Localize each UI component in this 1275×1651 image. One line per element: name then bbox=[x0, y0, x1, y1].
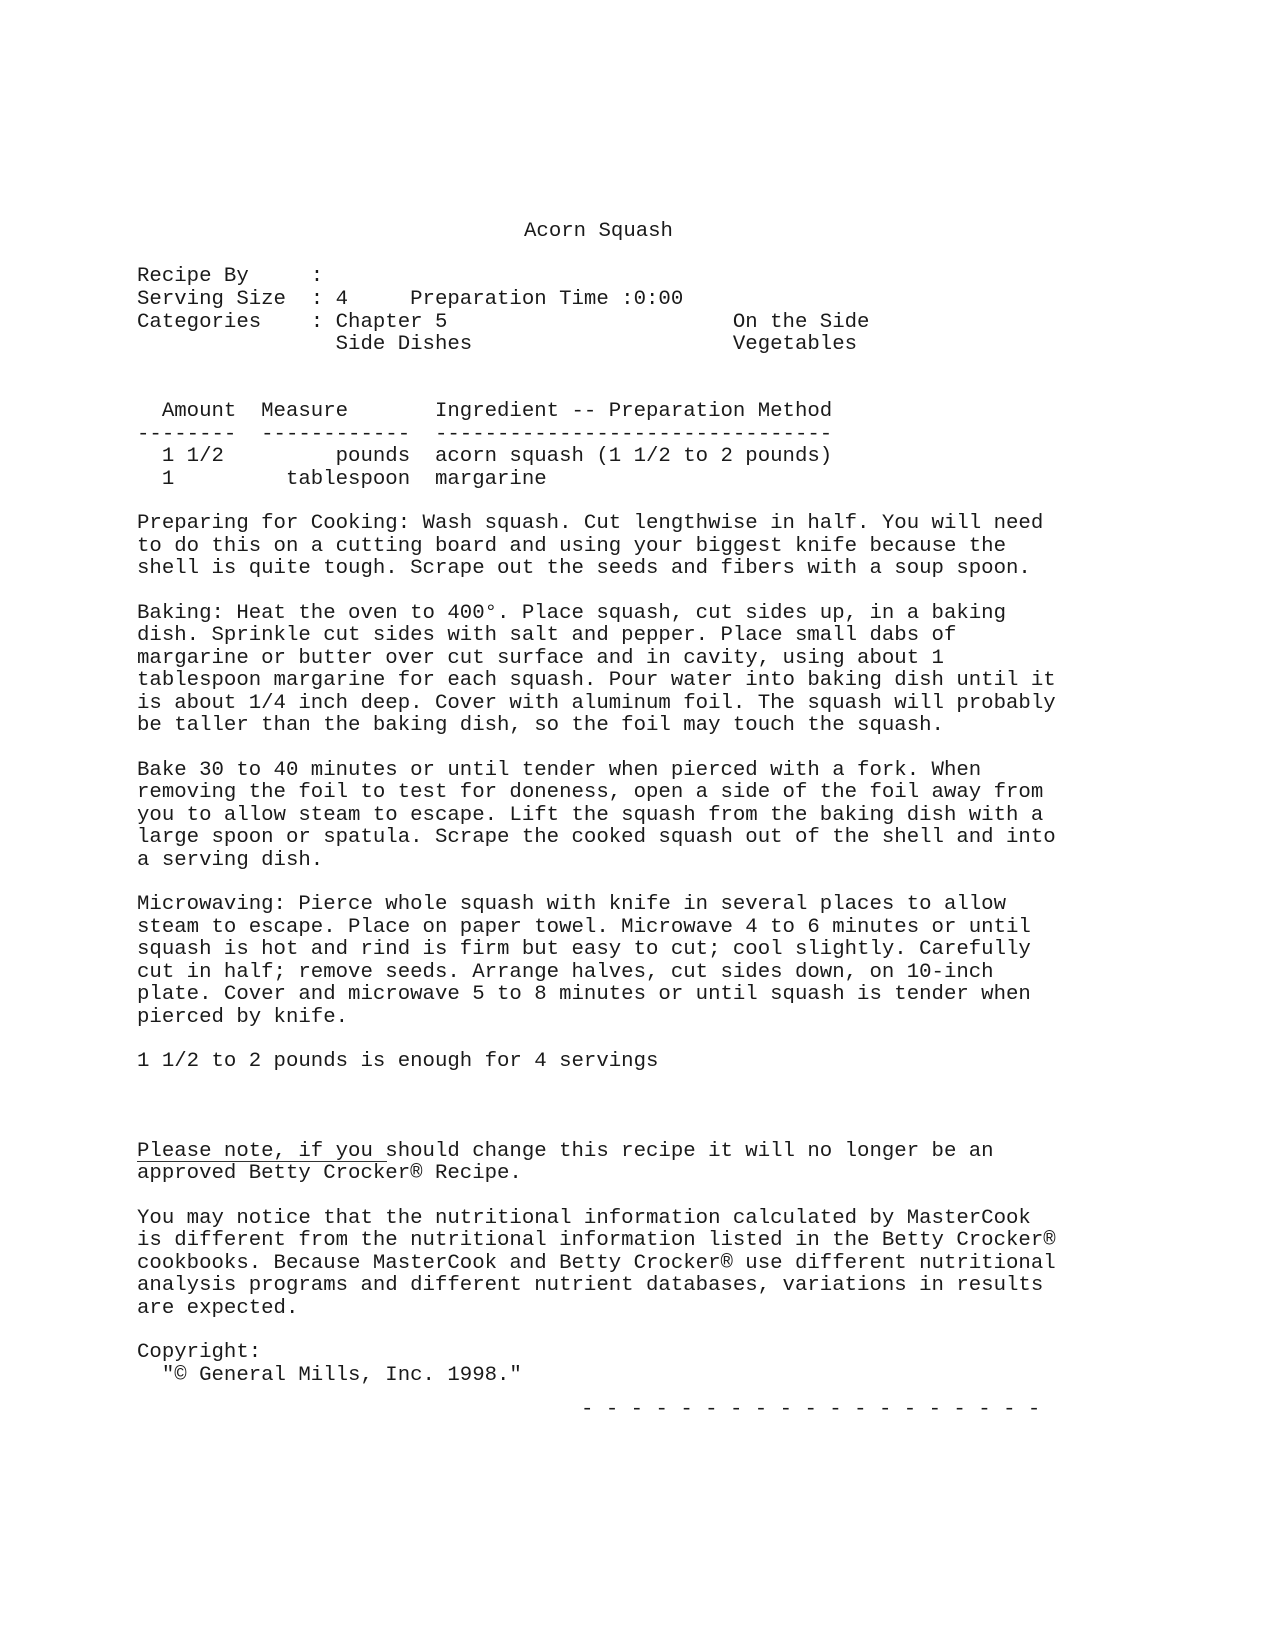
text-line: is about 1/4 inch deep. Cover with aluminum foil. The squash will probably bbox=[137, 692, 1056, 715]
text-line: Baking: Heat the oven to 400°. Place squash, cut sides up, in a baking bbox=[137, 602, 1007, 625]
text-line: margarine or butter over cut surface and in cavity, using about 1 bbox=[137, 647, 944, 670]
text-line: is different from the nutritional information listed in the Betty Crocker® bbox=[137, 1229, 1056, 1252]
text-line: cut in half; remove seeds. Arrange halves, cut sides down, on 10-inch bbox=[137, 961, 994, 984]
text-line: plate. Cover and microwave 5 to 8 minutes or until squash is tender when bbox=[137, 983, 1031, 1006]
end-of-recipe-marker: - - - - - - - - - - - - - - - - - - - bbox=[581, 1398, 1041, 1421]
text-line: steam to escape. Place on paper towel. Microwave 4 to 6 minutes or until bbox=[137, 916, 1031, 939]
categories-line: Categories : Chapter 5 On the Side bbox=[137, 311, 870, 334]
text-line: be taller than the baking dish, so the foil may touch the squash. bbox=[137, 714, 944, 737]
recipe-title: Acorn Squash bbox=[524, 220, 673, 243]
text-line: You may notice that the nutritional information calculated by MasterCook bbox=[137, 1207, 1031, 1230]
ingredients-table-header: Amount Measure Ingredient -- Preparation Method bbox=[137, 400, 833, 423]
text-line: a serving dish. bbox=[137, 849, 324, 872]
text-line: cookbooks. Because MasterCook and Betty Crocker® use different nutritional bbox=[137, 1252, 1056, 1275]
text-line: analysis programs and different nutrient databases, variations in results bbox=[137, 1274, 1044, 1297]
text-line: you to allow steam to escape. Lift the squash from the baking dish with a bbox=[137, 804, 1044, 827]
text-line: removing the foil to test for doneness, open a side of the foil away from bbox=[137, 781, 1044, 804]
categories-line-continued: Side Dishes Vegetables bbox=[137, 333, 858, 356]
servings-note: 1 1/2 to 2 pounds is enough for 4 servings bbox=[137, 1050, 659, 1073]
text-line: Please note, if you should change this recipe it will no longer be an bbox=[137, 1140, 994, 1163]
text-line: dish. Sprinkle cut sides with salt and pepper. Place small dabs of bbox=[137, 624, 957, 647]
ingredients-table-divider: -------- ------------ -------------------------------- bbox=[137, 423, 833, 446]
text-line: are expected. bbox=[137, 1297, 299, 1320]
text-line: pierced by knife. bbox=[137, 1006, 349, 1029]
text-line: Preparing for Cooking: Wash squash. Cut lengthwise in half. You will need bbox=[137, 512, 1044, 535]
copyright-text: "© General Mills, Inc. 1998." bbox=[137, 1364, 522, 1387]
serving-size-line: Serving Size : 4 Preparation Time :0:00 bbox=[137, 288, 684, 311]
text-line: shell is quite tough. Scrape out the seeds and fibers with a soup spoon. bbox=[137, 557, 1031, 580]
ingredient-row: 1 tablespoon margarine bbox=[137, 468, 547, 491]
text-line: to do this on a cutting board and using your biggest knife because the bbox=[137, 535, 1007, 558]
text-line: approved Betty Crocker® Recipe. bbox=[137, 1162, 522, 1185]
copyright-label: Copyright: bbox=[137, 1341, 262, 1364]
text-line: squash is hot and rind is firm but easy to cut; cool slightly. Carefully bbox=[137, 938, 1031, 961]
ingredient-row: 1 1/2 pounds acorn squash (1 1/2 to 2 pounds) bbox=[137, 445, 833, 468]
text-line: tablespoon margarine for each squash. Pour water into baking dish until it bbox=[137, 669, 1056, 692]
recipe-by-line: Recipe By : bbox=[137, 265, 324, 288]
text-line: large spoon or spatula. Scrape the cooked squash out of the shell and into bbox=[137, 826, 1056, 849]
text-line: Bake 30 to 40 minutes or until tender when pierced with a fork. When bbox=[137, 759, 982, 782]
text-line: Microwaving: Pierce whole squash with knife in several places to allow bbox=[137, 893, 1007, 916]
section-divider-line bbox=[137, 1161, 387, 1162]
